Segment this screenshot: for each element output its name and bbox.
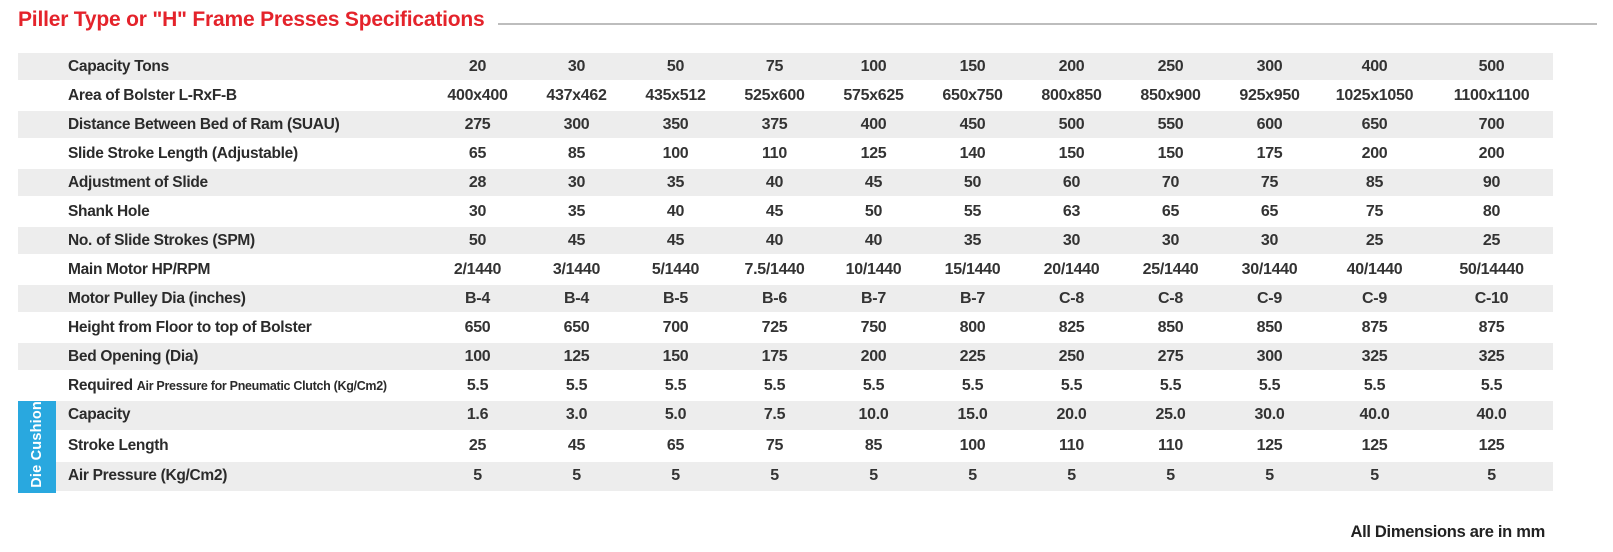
cell-value: 25: [428, 432, 527, 463]
cell-value: 1025x1050: [1319, 82, 1430, 111]
cell-value: 575x625: [824, 82, 923, 111]
cell-value: 5: [1220, 462, 1319, 493]
cell-value: 275: [428, 111, 527, 140]
cell-value: B-7: [923, 285, 1022, 314]
row-label-text: Required: [68, 376, 133, 394]
cell-value: 45: [527, 227, 626, 256]
row-group-spacer: [18, 227, 56, 256]
cell-value: 400x400: [428, 82, 527, 111]
cell-value: 80: [1430, 198, 1553, 227]
cell-value: 325: [1430, 343, 1553, 372]
cell-value: 125: [1220, 432, 1319, 463]
cell-value: 20/1440: [1022, 256, 1121, 285]
cell-value: 30/1440: [1220, 256, 1319, 285]
cell-value: 850x900: [1121, 82, 1220, 111]
row-label-text: Adjustment of Slide: [68, 173, 208, 191]
cell-value: 500: [1022, 111, 1121, 140]
cell-value: 1.6: [428, 401, 527, 432]
cell-value: 125: [1319, 432, 1430, 463]
row-group-spacer: [18, 285, 56, 314]
row-label-text: Motor Pulley Dia (inches): [68, 289, 246, 307]
row-label: [56, 82, 428, 111]
row-label-text: Height from Floor to top of Bolster: [68, 318, 312, 336]
cell-value: 15/1440: [923, 256, 1022, 285]
cell-value: 725: [725, 314, 824, 343]
row-label-text: No. of Slide Strokes (SPM): [68, 231, 255, 249]
cell-value: 5.5: [824, 372, 923, 401]
cell-value: B-5: [626, 285, 725, 314]
cell-value: 650: [1319, 111, 1430, 140]
cell-value: 50: [428, 227, 527, 256]
cell-value: 650x750: [923, 82, 1022, 111]
cell-value: 5: [1430, 462, 1553, 493]
cell-value: 110: [725, 140, 824, 169]
table-row: [18, 53, 1553, 82]
cell-value: 700: [626, 314, 725, 343]
cell-value: 150: [923, 53, 1022, 82]
table-row: [18, 285, 1553, 314]
cell-value: 250: [1121, 53, 1220, 82]
cell-value: 65: [1220, 198, 1319, 227]
cell-value: 110: [1022, 432, 1121, 463]
row-group-spacer: [18, 111, 56, 140]
cell-value: 75: [1319, 198, 1430, 227]
cell-value: 350: [626, 111, 725, 140]
page-header: [18, 8, 1597, 32]
cell-value: 2/1440: [428, 256, 527, 285]
cell-value: 1100x1100: [1430, 82, 1553, 111]
cell-value: 5.5: [1220, 372, 1319, 401]
cell-value: 50: [824, 198, 923, 227]
cell-value: C-9: [1220, 285, 1319, 314]
cell-value: 55: [923, 198, 1022, 227]
cell-value: B-4: [527, 285, 626, 314]
cell-value: 40: [725, 169, 824, 198]
row-label-text: Bed Opening (Dia): [68, 347, 199, 365]
row-label: [56, 140, 428, 169]
cell-value: 5: [428, 462, 527, 493]
table-row: [18, 82, 1553, 111]
cell-value: 150: [1022, 140, 1121, 169]
cell-value: 50: [923, 169, 1022, 198]
row-label-text: Shank Hole: [68, 202, 150, 220]
cell-value: 150: [626, 343, 725, 372]
row-label: [56, 462, 428, 493]
cell-value: 550: [1121, 111, 1220, 140]
cell-value: 400: [824, 111, 923, 140]
cell-value: 150: [1121, 140, 1220, 169]
cell-value: 25: [1430, 227, 1553, 256]
row-label: [56, 285, 428, 314]
row-group-spacer: [18, 53, 56, 82]
cell-value: 35: [626, 169, 725, 198]
cell-value: 5.5: [1319, 372, 1430, 401]
cell-value: 5.5: [725, 372, 824, 401]
cell-value: 20.0: [1022, 401, 1121, 432]
row-group-spacer: [18, 140, 56, 169]
cell-value: 65: [1121, 198, 1220, 227]
row-label: [56, 401, 428, 432]
cell-value: 500: [1430, 53, 1553, 82]
cell-value: 60: [1022, 169, 1121, 198]
cell-value: 5.5: [1121, 372, 1220, 401]
cell-value: 5.5: [626, 372, 725, 401]
die-cushion-group-label: [18, 401, 56, 493]
cell-value: 63: [1022, 198, 1121, 227]
row-label-small-text: Air Pressure for Pneumatic Clutch (Kg/Cm2): [136, 378, 387, 393]
cell-value: 750: [824, 314, 923, 343]
cell-value: 30: [1022, 227, 1121, 256]
row-label: [56, 343, 428, 372]
cell-value: 85: [824, 432, 923, 463]
cell-value: 435x512: [626, 82, 725, 111]
row-group-spacer: [18, 314, 56, 343]
cell-value: 300: [1220, 343, 1319, 372]
cell-value: 200: [1319, 140, 1430, 169]
cell-value: 525x600: [725, 82, 824, 111]
cell-value: 40/1440: [1319, 256, 1430, 285]
table-row: [18, 169, 1553, 198]
cell-value: 40: [824, 227, 923, 256]
cell-value: 50: [626, 53, 725, 82]
cell-value: 75: [725, 432, 824, 463]
row-group-spacer: [18, 343, 56, 372]
cell-value: 300: [1220, 53, 1319, 82]
cell-value: 3.0: [527, 401, 626, 432]
table-row: [18, 432, 1553, 463]
cell-value: 30: [527, 169, 626, 198]
row-label: [56, 53, 428, 82]
cell-value: 65: [428, 140, 527, 169]
row-label-text: Capacity Tons: [68, 57, 169, 75]
cell-value: 100: [428, 343, 527, 372]
row-label: [56, 432, 428, 463]
table-row: [18, 343, 1553, 372]
cell-value: 175: [725, 343, 824, 372]
cell-value: 100: [626, 140, 725, 169]
cell-value: 30.0: [1220, 401, 1319, 432]
row-label: [56, 198, 428, 227]
cell-value: 140: [923, 140, 1022, 169]
cell-value: 5.5: [527, 372, 626, 401]
cell-value: 700: [1430, 111, 1553, 140]
cell-value: 375: [725, 111, 824, 140]
cell-value: 50/14440: [1430, 256, 1553, 285]
cell-value: 35: [923, 227, 1022, 256]
cell-value: 40.0: [1319, 401, 1430, 432]
cell-value: 5/1440: [626, 256, 725, 285]
row-group-spacer: [18, 82, 56, 111]
row-label: [56, 227, 428, 256]
row-label-text: Distance Between Bed of Ram (SUAU): [68, 115, 340, 133]
cell-value: 200: [824, 343, 923, 372]
cell-value: 28: [428, 169, 527, 198]
cell-value: 5.5: [1430, 372, 1553, 401]
cell-value: 75: [1220, 169, 1319, 198]
cell-value: 70: [1121, 169, 1220, 198]
cell-value: 5.5: [428, 372, 527, 401]
cell-value: 800x850: [1022, 82, 1121, 111]
cell-value: 300: [527, 111, 626, 140]
cell-value: 5: [626, 462, 725, 493]
cell-value: 45: [527, 432, 626, 463]
cell-value: 5: [1022, 462, 1121, 493]
table-row: [18, 256, 1553, 285]
row-label: [56, 314, 428, 343]
row-group-spacer: [18, 372, 56, 401]
cell-value: 45: [725, 198, 824, 227]
cell-value: 325: [1319, 343, 1430, 372]
cell-value: 5.0: [626, 401, 725, 432]
cell-value: 110: [1121, 432, 1220, 463]
cell-value: 125: [1430, 432, 1553, 463]
row-label-text: Stroke Length: [68, 436, 169, 454]
cell-value: 45: [626, 227, 725, 256]
specifications-table-body: [18, 53, 1553, 493]
cell-value: 450: [923, 111, 1022, 140]
cell-value: 7.5: [725, 401, 824, 432]
table-row: [18, 372, 1553, 401]
cell-value: 5: [1121, 462, 1220, 493]
cell-value: 125: [527, 343, 626, 372]
cell-value: 200: [1430, 140, 1553, 169]
cell-value: 3/1440: [527, 256, 626, 285]
cell-value: 25/1440: [1121, 256, 1220, 285]
row-label: [56, 169, 428, 198]
cell-value: 10/1440: [824, 256, 923, 285]
cell-value: 5: [923, 462, 1022, 493]
cell-value: 40: [626, 198, 725, 227]
die-cushion-vertical-text: Die Cushion: [29, 401, 45, 488]
page-title: Piller Type or "H" Frame Presses Specifications: [18, 8, 485, 31]
cell-value: 600: [1220, 111, 1319, 140]
cell-value: 25.0: [1121, 401, 1220, 432]
cell-value: 75: [725, 53, 824, 82]
cell-value: C-10: [1430, 285, 1553, 314]
row-group-spacer: [18, 256, 56, 285]
cell-value: B-7: [824, 285, 923, 314]
row-label-text: Area of Bolster L-RxF-B: [68, 86, 237, 104]
cell-value: B-6: [725, 285, 824, 314]
cell-value: 40.0: [1430, 401, 1553, 432]
cell-value: C-8: [1121, 285, 1220, 314]
cell-value: 850: [1220, 314, 1319, 343]
cell-value: 437x462: [527, 82, 626, 111]
cell-value: 875: [1319, 314, 1430, 343]
cell-value: B-4: [428, 285, 527, 314]
cell-value: 250: [1022, 343, 1121, 372]
cell-value: 100: [923, 432, 1022, 463]
cell-value: 5: [824, 462, 923, 493]
cell-value: 225: [923, 343, 1022, 372]
cell-value: 400: [1319, 53, 1430, 82]
cell-value: 15.0: [923, 401, 1022, 432]
cell-value: 100: [824, 53, 923, 82]
table-row: [18, 401, 1553, 432]
table-row: [18, 462, 1553, 493]
cell-value: 90: [1430, 169, 1553, 198]
row-label: [56, 111, 428, 140]
dimensions-note: All Dimensions are in mm: [1350, 523, 1545, 541]
cell-value: 825: [1022, 314, 1121, 343]
cell-value: 650: [527, 314, 626, 343]
cell-value: 800: [923, 314, 1022, 343]
row-label-text: Main Motor HP/RPM: [68, 260, 211, 278]
row-label: [56, 256, 428, 285]
cell-value: 20: [428, 53, 527, 82]
cell-value: 650: [428, 314, 527, 343]
cell-value: 30: [527, 53, 626, 82]
cell-value: 125: [824, 140, 923, 169]
table-row: [18, 140, 1553, 169]
cell-value: 875: [1430, 314, 1553, 343]
row-label-text: Slide Stroke Length (Adjustable): [68, 144, 298, 162]
table-row: [18, 198, 1553, 227]
cell-value: 5: [725, 462, 824, 493]
table-row: [18, 314, 1553, 343]
row-label-text: Capacity: [68, 406, 131, 424]
cell-value: 175: [1220, 140, 1319, 169]
cell-value: 65: [626, 432, 725, 463]
cell-value: 30: [428, 198, 527, 227]
title-rule: [498, 23, 1597, 25]
row-group-spacer: [18, 198, 56, 227]
cell-value: 45: [824, 169, 923, 198]
cell-value: 10.0: [824, 401, 923, 432]
cell-value: 35: [527, 198, 626, 227]
table-row: [18, 227, 1553, 256]
cell-value: 25: [1319, 227, 1430, 256]
cell-value: 200: [1022, 53, 1121, 82]
cell-value: 30: [1220, 227, 1319, 256]
cell-value: C-9: [1319, 285, 1430, 314]
cell-value: 850: [1121, 314, 1220, 343]
cell-value: 85: [1319, 169, 1430, 198]
cell-value: 5.5: [923, 372, 1022, 401]
row-label: [56, 372, 428, 401]
table-row: [18, 111, 1553, 140]
row-group-spacer: [18, 169, 56, 198]
cell-value: 275: [1121, 343, 1220, 372]
cell-value: 925x950: [1220, 82, 1319, 111]
cell-value: 5: [527, 462, 626, 493]
cell-value: 85: [527, 140, 626, 169]
specifications-table: [18, 53, 1553, 493]
cell-value: 5: [1319, 462, 1430, 493]
cell-value: 40: [725, 227, 824, 256]
cell-value: 5.5: [1022, 372, 1121, 401]
cell-value: C-8: [1022, 285, 1121, 314]
cell-value: 7.5/1440: [725, 256, 824, 285]
row-label-text: Air Pressure (Kg/Cm2): [68, 467, 228, 485]
cell-value: 30: [1121, 227, 1220, 256]
